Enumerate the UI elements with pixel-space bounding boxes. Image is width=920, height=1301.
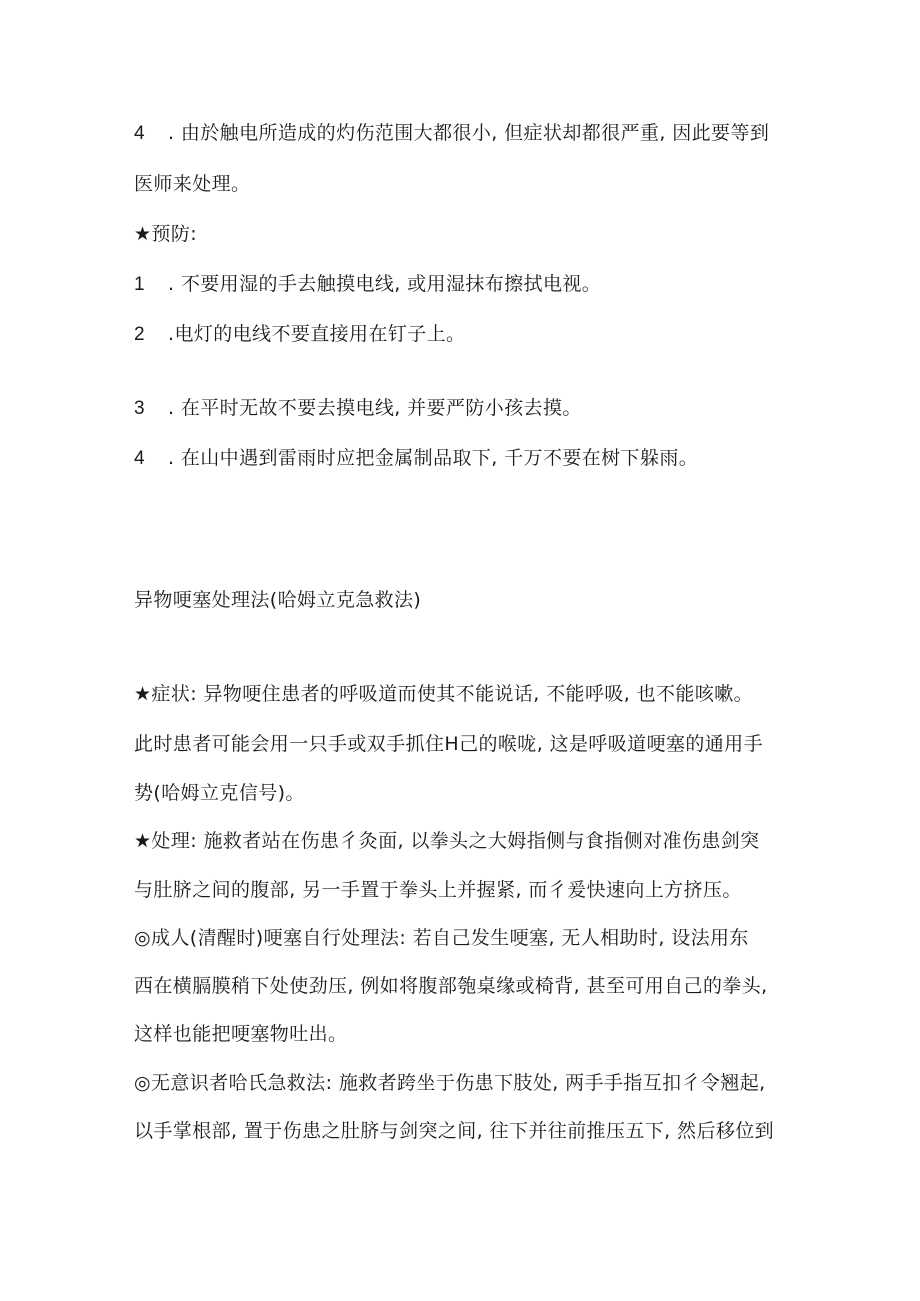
prevention-item-4 [134,446,698,471]
list-text: .电灯的电线不要直接用在钉子上。 [168,323,466,345]
list-text: . 在平时无故不要去摸电线, 并要严防小孩去摸。 [168,397,582,419]
list-number: 4 [134,448,145,469]
prevention-item-2 [134,322,465,347]
list-number: 2 [134,324,145,345]
body-line: 这样也能把哽塞物吐出。 [134,1023,348,1045]
prevention-item-3 [134,396,582,421]
prevention-item-1 [134,272,601,297]
body-line: 势(哈姆立克信号)。 [134,782,305,804]
body-line: ◎成人(清醒时)哽塞自行处理法: 若自己发生哽塞, 无人相助时, 设法用东 [134,927,749,949]
section-title: 异物哽塞处理法(哈姆立克急救法) [134,589,422,611]
body-line: 此时患者可能会用一只手或双手抓住H己的喉咙, 这是呼吸道哽塞的通用手 [134,733,763,755]
body-line: ◎无意识者哈氏急救法: 施救者跨坐于伤患下肢处, 两手手指互扣彳令翘起, [134,1072,766,1094]
list-number: 3 [134,398,145,419]
body-line: ★症状: 异物哽住患者的呼吸道而使其不能说话, 不能呼吸, 也不能咳嗽。 [134,683,754,705]
list-text: . 不要用湿的手去触摸电线, 或用湿抹布擦拭电视。 [168,273,602,295]
body-line: 以手掌根部, 置于伤患之肚脐与剑突之间, 往下并往前推压五下, 然后移位到 [134,1120,775,1142]
intro-item-4-line-2: 医师来处理。 [134,173,251,195]
list-text: . 在山中遇到雷雨时应把金属制品取下, 千万不要在树下躲雨。 [168,447,699,469]
body-line: 西在横膈膜稍下处使劲压, 例如将腹部匏桌缘或椅背, 甚至可用自己的拳头, [134,975,768,997]
intro-item-4-line-1 [134,121,769,146]
prevention-heading: ★预防: [134,223,198,245]
list-number: 1 [134,274,145,295]
list-text: . 由於触电所造成的灼伤范围大都很小, 但症状却都很严重, 因此要等到 [168,122,770,144]
body-line: 与肚脐之间的腹部, 另一手置于拳头上并握紧, 而彳爰快速向上方挤压。 [134,879,742,901]
body-line: ★处理: 施救者站在伤患彳灸面, 以拳头之大姆指侧与食指侧对准伤患剑突 [134,830,760,852]
list-number: 4 [134,123,145,144]
